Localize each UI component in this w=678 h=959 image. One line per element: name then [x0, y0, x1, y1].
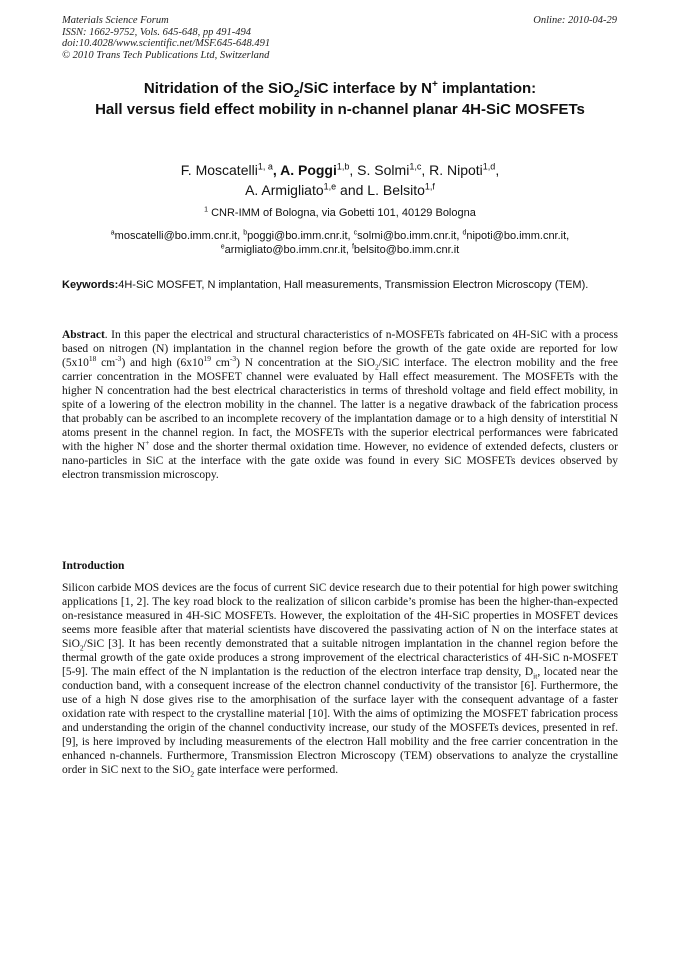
title-line-2: Hall versus field effect mobility in n-channel planar 4H-SiC MOSFETs [95, 101, 585, 118]
author-emails: $^a$moscatelli@bo.imm.cnr.it, $^b$poggi@bo.imm.cnr.it, $^c$solmi@bo.imm.cnr.it, $^d$nipoti@bo.imm.cnr.it, $^e$armigliato@bo.imm.cnr.it, $^f$belsito@bo.imm.cnr.it [110, 229, 570, 256]
email-link[interactable]: moscatelli@bo.imm.cnr.it, [114, 230, 244, 242]
copyright-line: © 2010 Trans Tech Publications Ltd, Switzerland [62, 49, 270, 61]
abstract: Abstract. In this paper the electrical and structural characteristics of n-MOSFETs fabricated on 4H-SiC with a process based on nitrogen (N) implantation in the channel region before the growth of the gate oxide are reported for low ($5x10^{18}$ $cm^{-3}$) and high ($6x10^{19}$ $cm^{-3}$) N concentration at the SiO$_2$/SiC interface. The electron mobility and the free carrier concentration in the MOSFET channel were evaluated by Hall effect measurement. The MOSFETs with the higher N concentration had the best electrical characteristics in terms of threshold voltage and field effect mobility, in spite of a lowering of the electron mobility in the channel. The latter is a negative drawback of the fabrication process that probably can be ascribed to an incomplete recovery of the implantation damage or to a high density of interstitial N atoms present in the channel region. In fact, the MOSFETs with the superior electrical performances were fabricated with the higher N+ dose and the shorter thermal oxidation time. However, no evidence of extended defects, clusters or nano-particles in SiC at the interface with the gate oxide was found in every SiC MOSFETs devices observed by electron transmission microscopy. [62, 329, 619, 481]
title-line-1: Nitridation of the SiO$_2$/SiC interface by N+ implantation: [143, 79, 537, 100]
doi-line: doi:10.4028/www.scientific.net/MSF.645-648.491 [62, 38, 271, 50]
email-link[interactable]: belsito@bo.imm.cnr.it [353, 244, 460, 256]
keywords [62, 278, 618, 292]
email-link[interactable]: solmi@bo.imm.cnr.it, [357, 230, 463, 242]
email-link[interactable]: nipoti@bo.imm.cnr.it, [466, 230, 570, 242]
keywords-text: 4H-SiC MOSFET, N implantation, Hall measurements, Transmission Electron Microscopy (TEM). [118, 279, 589, 291]
journal-name: Materials Science Forum [62, 15, 169, 26]
introduction-heading: Introduction [62, 560, 125, 572]
abstract-label: Abstract [62, 329, 105, 341]
author-list: F. Moscatelli$^{1, a}$, A. Poggi$^{1,b}$, S. Solmi$^{1,c}$, R. Nipoti$^{1,d}$, A. Armigliato$^{1,e}$ and L. Belsito$^{1,f}$ [180, 161, 500, 198]
email-link[interactable]: poggi@bo.imm.cnr.it, [247, 230, 354, 242]
issn-line: ISSN: 1662-9752, Vols. 645-648, pp 491-494 [62, 26, 251, 38]
introduction-body: Silicon carbide MOS devices are the focus of current SiC device research due to their potential for high power switching applications [1, 2]. The key road block to the realization of silicon carbide’s promise has been the higher-than-expected on-resistance measured in 4H-SiC MOSFETs. However, the exploitation of the 4H-SiC properties in MOSFET devices seems more feasible after that material scientists have discovered the passivating action of N on the interface states at SiO$_2$/SiC [3]. It has been recently demonstrated that a suitable nitrogen implantation in the channel region before the thermal growth of the gate oxide produces a strong improvement of the electrical characteristics of 4H-SiC n-MOSFET [5-9]. The main effect of the N implantation is the reduction of the electron interface trap density, $D_{it}$, located near the conduction band, with a consequent increase of the electron channel conductivity of the transistor [6]. Furthermore, the use of a high N dose gives rise to the amorphisation of the surface layer with the consequent advantage of a faster oxidation rate with respect to the crystalline material [10]. With the aims of optimizing the MOSFET fabrication process and understanding the origin of the channel conductivity increase, our study of the MOSFETs devices, presented in ref. [9], is here improved by including measurements of the electron Hall mobility and the free carrier concentration in the enhanced n-channels. Furthermore, Transmission Electron Microscopy (TEM) observations to analyze the crystalline order in SiC next to the SiO$_2$ gate interface were performed. [62, 582, 618, 779]
online-date: Online: 2010-04-29 [533, 15, 617, 26]
keywords-label: Keywords: [62, 279, 119, 291]
email-link[interactable]: armigliato@bo.imm.cnr.it, [224, 244, 352, 256]
paper-title [70, 78, 610, 120]
publication-header [62, 15, 617, 61]
affiliation: $^1$ CNR-IMM of Bologna, via Gobetti 101, 40129 Bologna [204, 206, 476, 219]
